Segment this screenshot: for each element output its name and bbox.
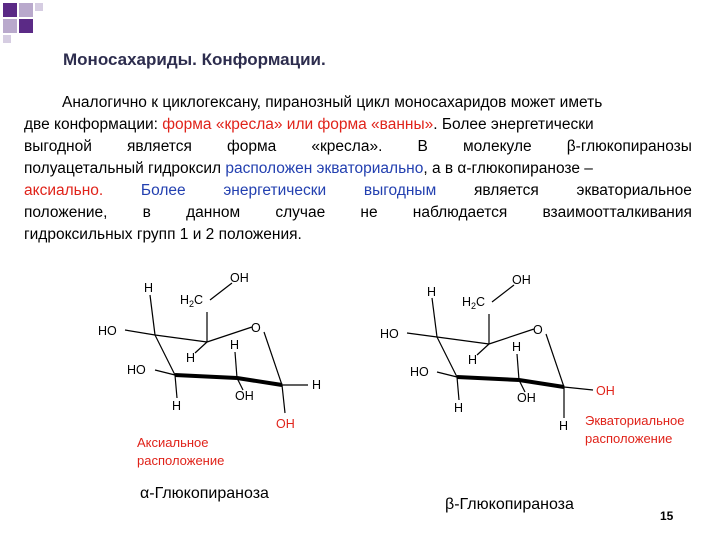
beta-ring-oxygen: O xyxy=(533,323,543,337)
beta-h-top: H xyxy=(427,285,437,299)
annotation-line: Аксиальное xyxy=(137,435,209,450)
word: выгодным xyxy=(363,182,437,199)
equatorial-term: расположен экваториально xyxy=(225,160,424,177)
alpha-oh-anomeric: OH xyxy=(276,417,295,431)
alpha-h-low: H xyxy=(172,399,182,413)
alpha-ch2: $H_2C$ xyxy=(180,293,204,309)
beta-h-low: H xyxy=(454,401,464,415)
word: является xyxy=(473,182,539,199)
beta-h-mid: H xyxy=(468,353,478,367)
annotation-line: расположение xyxy=(585,431,673,446)
text-span: , а в α-глюкопиранозе – xyxy=(423,160,593,177)
word: взаимоотталкивания xyxy=(542,204,692,221)
word: β-глюкопиранозы xyxy=(566,138,692,155)
alpha-oh-mid: OH xyxy=(235,389,254,403)
word: форма xyxy=(227,138,277,155)
beta-ho-1: HO xyxy=(380,327,399,341)
word: не xyxy=(360,204,378,221)
word: в xyxy=(142,204,151,221)
text-span: . Более энергетически xyxy=(433,116,594,133)
word: выгодной xyxy=(24,138,92,155)
alpha-h-mid2: H xyxy=(230,338,240,352)
beta-oh-top: OH xyxy=(512,273,531,287)
word: «кресла». xyxy=(311,138,383,155)
beta-h-mid2: H xyxy=(512,340,522,354)
beta-glucopyranose-structure xyxy=(380,273,615,433)
alpha-ho-1: HO xyxy=(98,324,117,338)
beta-ch2: $H_2C$ xyxy=(462,295,486,311)
text-span: две конформации: xyxy=(24,116,163,133)
text-span: полуацетальный гидроксил xyxy=(24,160,226,177)
word: случае xyxy=(275,204,326,221)
alpha-name: α-Глюкопираноза xyxy=(140,485,269,502)
annotation-line: расположение xyxy=(137,453,225,468)
beta-oh-anomeric: OH xyxy=(596,384,615,398)
chair-boat-term: форма «кресла» или форма «ванны» xyxy=(162,116,434,133)
word: молекуле xyxy=(462,138,532,155)
alpha-ho-2: HO xyxy=(127,363,146,377)
word: Более xyxy=(140,182,186,199)
alpha-h-top: H xyxy=(144,281,154,295)
annotation-line: Экваториальное xyxy=(585,413,685,428)
word: экваториальное xyxy=(576,182,692,199)
alpha-h-right: H xyxy=(312,378,322,392)
word: наблюдается xyxy=(412,204,508,221)
beta-oh-mid: OH xyxy=(517,391,536,405)
text-span: Аналогично к циклогексану, пиранозный цикл моносахаридов может иметь xyxy=(62,94,603,111)
alpha-h-mid: H xyxy=(186,351,196,365)
axial-annotation xyxy=(137,434,224,470)
word: В xyxy=(417,138,428,155)
beta-ho-2: HO xyxy=(410,365,429,379)
alpha-ring-oxygen: O xyxy=(251,321,261,335)
axial-term: аксиально. xyxy=(24,182,104,199)
alpha-glucopyranose-structure xyxy=(98,271,321,431)
word: данном xyxy=(186,204,241,221)
text-span: гидроксильных групп 1 и 2 положения. xyxy=(24,226,302,243)
word: энергетически xyxy=(223,182,327,199)
page-number: 15 xyxy=(660,509,674,523)
word: положение, xyxy=(24,204,108,221)
slide-title: Моносахариды. Конформации. xyxy=(63,50,326,69)
word: является xyxy=(126,138,192,155)
beta-name: β-Глюкопираноза xyxy=(445,496,574,513)
alpha-oh-top: OH xyxy=(230,271,249,285)
beta-h-right-low: H xyxy=(559,419,569,433)
equatorial-annotation xyxy=(585,412,685,448)
